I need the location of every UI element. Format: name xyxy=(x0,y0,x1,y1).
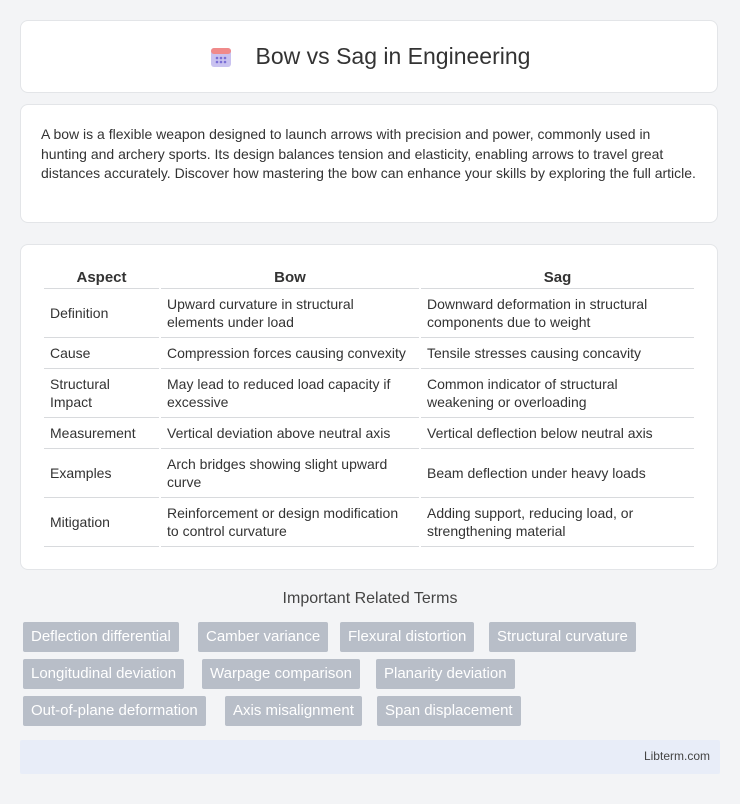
related-terms-title: Important Related Terms xyxy=(282,590,458,607)
cell-sag: Common indicator of structural weakening or overloading xyxy=(421,369,694,418)
cell-bow: May lead to reduced load capacity if excessive xyxy=(161,369,419,418)
tag-structural-curvature[interactable]: Structural curvature xyxy=(489,622,636,652)
tag-planarity-deviation[interactable]: Planarity deviation xyxy=(376,659,515,689)
header-sag: Sag xyxy=(421,265,694,289)
cell-sag: Adding support, reducing load, or strengthening material xyxy=(421,498,694,547)
tag-longitudinal-deviation[interactable]: Longitudinal deviation xyxy=(23,659,184,689)
tag-warpage-comparison[interactable]: Warpage comparison xyxy=(202,659,360,689)
footer xyxy=(20,740,720,774)
tag-out-of-plane-deformation[interactable]: Out-of-plane deformation xyxy=(23,696,206,726)
cell-aspect: Definition xyxy=(44,289,159,338)
comparison-card xyxy=(20,244,718,570)
page-title: Bow vs Sag in Engineering xyxy=(255,43,531,69)
intro-text: A bow is a flexible weapon designed to launch arrows with precision and power, commonly used in hunting and archery sports. Its design balances tension and elasticity, enabling arrows to travel great distances accurately. Discover how mastering the bow can enhance your skills by exploring the full article. xyxy=(41,126,696,181)
table-row xyxy=(44,498,694,547)
cell-bow: Vertical deviation above neutral axis xyxy=(161,418,419,449)
tag-camber-variance[interactable]: Camber variance xyxy=(198,622,328,652)
cell-aspect: Structural Impact xyxy=(44,369,159,418)
comparison-table xyxy=(42,265,696,547)
cell-bow: Arch bridges showing slight upward curve xyxy=(161,449,419,498)
cell-bow: Compression forces causing convexity xyxy=(161,338,419,369)
table-row xyxy=(44,289,694,338)
cell-sag: Downward deformation in structural components due to weight xyxy=(421,289,694,338)
calendar-icon xyxy=(208,44,234,70)
header-aspect: Aspect xyxy=(44,265,159,289)
cell-bow: Reinforcement or design modification to control curvature xyxy=(161,498,419,547)
cell-bow: Upward curvature in structural elements under load xyxy=(161,289,419,338)
header-bow: Bow xyxy=(161,265,419,289)
table-row xyxy=(44,449,694,498)
cell-aspect: Mitigation xyxy=(44,498,159,547)
tag-flexural-distortion[interactable]: Flexural distortion xyxy=(340,622,474,652)
table-header-row xyxy=(44,265,694,289)
tag-deflection-differential[interactable]: Deflection differential xyxy=(23,622,179,652)
cell-sag: Vertical deflection below neutral axis xyxy=(421,418,694,449)
tag-span-displacement[interactable]: Span displacement xyxy=(377,696,521,726)
table-row xyxy=(44,418,694,449)
intro-card xyxy=(20,104,718,223)
cell-aspect: Examples xyxy=(44,449,159,498)
table-row xyxy=(44,338,694,369)
cell-sag: Tensile stresses causing concavity xyxy=(421,338,694,369)
footer-site-link[interactable]: Libterm.com xyxy=(643,749,710,763)
header-card xyxy=(20,20,718,93)
cell-sag: Beam deflection under heavy loads xyxy=(421,449,694,498)
tag-axis-misalignment[interactable]: Axis misalignment xyxy=(225,696,362,726)
cell-aspect: Cause xyxy=(44,338,159,369)
cell-aspect: Measurement xyxy=(44,418,159,449)
table-row xyxy=(44,369,694,418)
